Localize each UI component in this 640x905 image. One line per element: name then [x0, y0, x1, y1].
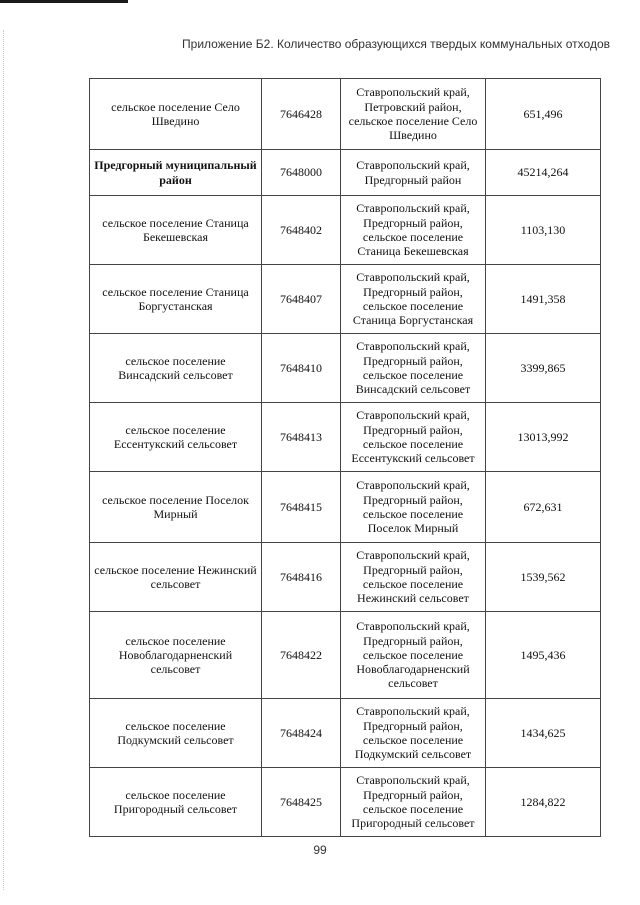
table-row	[90, 768, 601, 837]
value-cell: 1495,436	[486, 612, 601, 699]
location-cell: Ставропольский край, Предгорный район, сельское поселение Станица Боргустанская	[341, 265, 486, 334]
location-cell: Ставропольский край, Предгорный район, сельское поселение Поселок Мирный	[341, 472, 486, 543]
table-row	[90, 543, 601, 612]
value-cell: 13013,992	[486, 403, 601, 472]
code-cell: 7648424	[262, 699, 341, 768]
value-cell: 1539,562	[486, 543, 601, 612]
code-cell: 7648000	[262, 150, 341, 196]
table-row	[90, 612, 601, 699]
code-cell: 7648415	[262, 472, 341, 543]
settlement-name-cell: сельское поселение Нежинский сельсовет	[90, 543, 262, 612]
waste-table-body	[90, 79, 601, 837]
code-cell: 7648402	[262, 196, 341, 265]
code-cell: 7648410	[262, 334, 341, 403]
settlement-name-cell: сельское поселение Пригородный сельсовет	[90, 768, 262, 837]
location-cell: Ставропольский край, Предгорный район, сельское поселение Станица Бекешевская	[341, 196, 486, 265]
code-cell: 7648425	[262, 768, 341, 837]
code-cell: 7648413	[262, 403, 341, 472]
location-cell: Ставропольский край, Предгорный район, сельское поселение Нежинский сельсовет	[341, 543, 486, 612]
location-cell: Ставропольский край, Предгорный район, сельское поселение Винсадский сельсовет	[341, 334, 486, 403]
location-cell: Ставропольский край, Петровский район, сельское поселение Село Шведино	[341, 79, 486, 150]
page-header: Приложение Б2. Количество образующихся твердых коммунальных отходов	[182, 37, 610, 51]
value-cell: 672,631	[486, 472, 601, 543]
table-row	[90, 334, 601, 403]
value-cell: 651,496	[486, 79, 601, 150]
table-row	[90, 699, 601, 768]
table-row	[90, 196, 601, 265]
settlement-name-cell: сельское поселение Село Шведино	[90, 79, 262, 150]
code-cell: 7648407	[262, 265, 341, 334]
code-cell: 7648416	[262, 543, 341, 612]
settlement-name-cell: сельское поселение Поселок Мирный	[90, 472, 262, 543]
value-cell: 1434,625	[486, 699, 601, 768]
value-cell: 3399,865	[486, 334, 601, 403]
value-cell: 1284,822	[486, 768, 601, 837]
settlement-name-cell: сельское поселение Новоблагодарненский сельсовет	[90, 612, 262, 699]
scan-margin-dots	[3, 30, 5, 890]
table-row	[90, 472, 601, 543]
table-row	[90, 403, 601, 472]
code-cell: 7648422	[262, 612, 341, 699]
location-cell: Ставропольский край, Предгорный район	[341, 150, 486, 196]
settlement-name-cell: сельское поселение Подкумский сельсовет	[90, 699, 262, 768]
settlement-name-cell: сельское поселение Ессентукский сельсовет	[90, 403, 262, 472]
location-cell: Ставропольский край, Предгорный район, сельское поселение Пригородный сельсовет	[341, 768, 486, 837]
settlement-name-cell: сельское поселение Станица Бекешевская	[90, 196, 262, 265]
location-cell: Ставропольский край, Предгорный район, сельское поселение Ессентукский сельсовет	[341, 403, 486, 472]
location-cell: Ставропольский край, Предгорный район, сельское поселение Подкумский сельсовет	[341, 699, 486, 768]
settlement-name-cell: сельское поселение Винсадский сельсовет	[90, 334, 262, 403]
table-row	[90, 150, 601, 196]
location-cell: Ставропольский край, Предгорный район, сельское поселение Новоблагодарненский сельсовет	[341, 612, 486, 699]
code-cell: 7646428	[262, 79, 341, 150]
settlement-name-cell: Предгорный муниципальный район	[90, 150, 262, 196]
settlement-name-cell: сельское поселение Станица Боргустанская	[90, 265, 262, 334]
value-cell: 45214,264	[486, 150, 601, 196]
waste-table	[89, 78, 601, 837]
value-cell: 1103,130	[486, 196, 601, 265]
value-cell: 1491,358	[486, 265, 601, 334]
table-row	[90, 265, 601, 334]
page-number: 99	[313, 843, 327, 857]
scan-edge-mark	[0, 0, 128, 3]
table-row	[90, 79, 601, 150]
